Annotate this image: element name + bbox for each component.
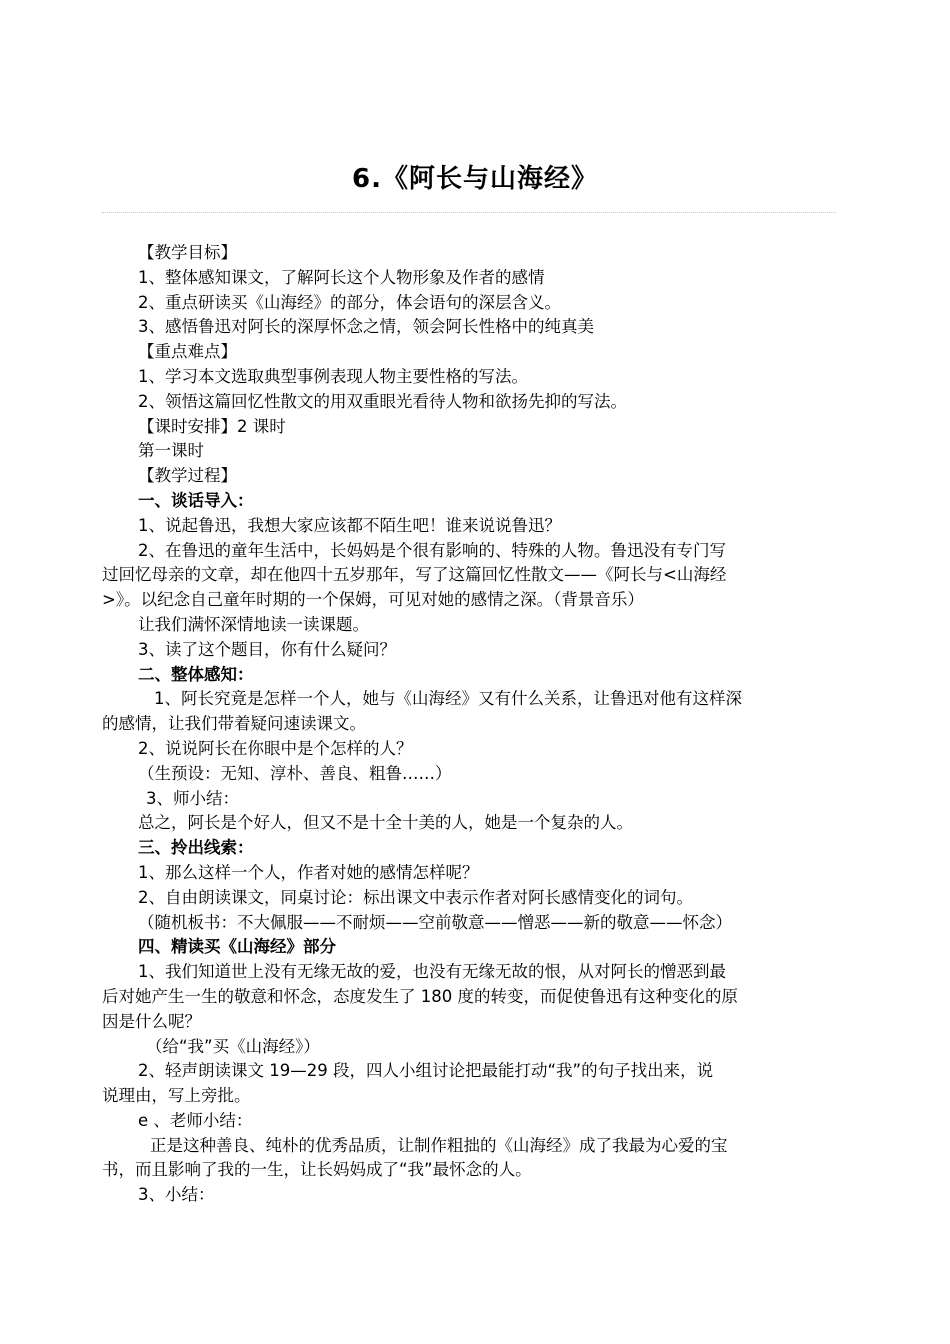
list-item: 1、整体感知课文，了解阿长这个人物形象及作者的感情 [138,267,545,287]
list-item: 2、重点研读买《山海经》的部分，体会语句的深层含义。 [138,292,561,312]
paragraph-line: 说理由，写上旁批。 [102,1086,251,1106]
paragraph-line: 1、那么这样一个人，作者对她的感情怎样呢？ [138,862,479,882]
paragraph-line: （随机板书：不大佩服——不耐烦——空前敬意——憎恶——新的敬意——怀念） [138,912,732,932]
subsection-heading: 一、谈话导入： [138,490,254,510]
section-heading: 【重点难点】 [138,342,237,362]
paragraph-line: 1、阿长究竟是怎样一个人，她与《山海经》又有什么关系，让鲁迅对他有这样深 [154,689,742,709]
paragraph-line: 3、师小结： [146,788,239,808]
paragraph-line: 第一课时 [138,441,204,461]
paragraph-line: 1、说起鲁迅，我想大家应该都不陌生吧！谁来说说鲁迅？ [138,515,561,535]
paragraph-line: 3、小结： [138,1185,215,1205]
paragraph-line: 2、自由朗读课文，同桌讨论：标出课文中表示作者对阿长感情变化的词句。 [138,887,693,907]
paragraph-line: 2、说说阿长在你眼中是个怎样的人？ [138,738,413,758]
list-item: 1、学习本文选取典型事例表现人物主要性格的写法。 [138,366,528,386]
section-heading: 【课时安排】2 课时 [138,416,286,436]
paragraph-line: 正是这种善良、纯朴的优秀品质，让制作粗拙的《山海经》成了我最为心爱的宝 [150,1135,728,1155]
paragraph-line: （给“我”买《山海经》） [146,1036,320,1056]
paragraph-line: 2、轻声朗读课文 19—29 段，四人小组讨论把最能打动“我”的句子找出来，说 [138,1061,714,1081]
section-heading: 【教学过程】 [138,466,237,486]
paragraph-line: 2、在鲁迅的童年生活中，长妈妈是个很有影响的、特殊的人物。鲁迅没有专门写 [138,540,726,560]
paragraph-line: （生预设：无知、淳朴、善良、粗鲁……） [138,763,452,783]
paragraph-line: 的感情，让我们带着疑问速读课文。 [102,714,366,734]
paragraph-line: 总之，阿长是个好人，但又不是十全十美的人，她是一个复杂的人。 [138,813,633,833]
list-item: 3、感悟鲁迅对阿长的深厚怀念之情，领会阿长性格中的纯真美 [138,317,594,337]
subsection-heading: 三、拎出线索： [138,838,254,858]
paragraph-line: 因是什么呢？ [102,1011,201,1031]
section-heading: 【教学目标】 [138,243,237,262]
title-divider [102,212,836,213]
paragraph-line: 后对她产生一生的敬意和怀念，态度发生了 180 度的转变，而促使鲁迅有这种变化的原 [102,986,738,1006]
paragraph-line: 3、读了这个题目，你有什么疑问？ [138,639,396,659]
list-item: 2、领悟这篇回忆性散文的用双重眼光看待人物和欲扬先抑的写法。 [138,391,627,411]
paragraph-line: 书，而且影响了我的一生，让长妈妈成了“我”最怀念的人。 [102,1160,532,1180]
page-title: 6.《阿长与山海经》 [352,164,598,194]
paragraph-line: 过回忆母亲的文章，却在他四十五岁那年，写了这篇回忆性散文——《阿长与<山海经 [102,565,727,585]
subsection-heading: 二、整体感知： [138,664,254,684]
paragraph-line: 让我们满怀深情地读一读课题。 [138,614,369,634]
paragraph-line: e 、老师小结： [138,1110,253,1130]
subsection-heading: 四、精读买《山海经》部分 [138,937,336,957]
document-body [102,241,836,1208]
paragraph-line: 1、我们知道世上没有无缘无故的爱，也没有无缘无故的恨，从对阿长的憎恶到最 [138,962,726,982]
paragraph-line: >》。以纪念自己童年时期的一个保姆，可见对她的感情之深。（背景音乐） [102,590,644,610]
